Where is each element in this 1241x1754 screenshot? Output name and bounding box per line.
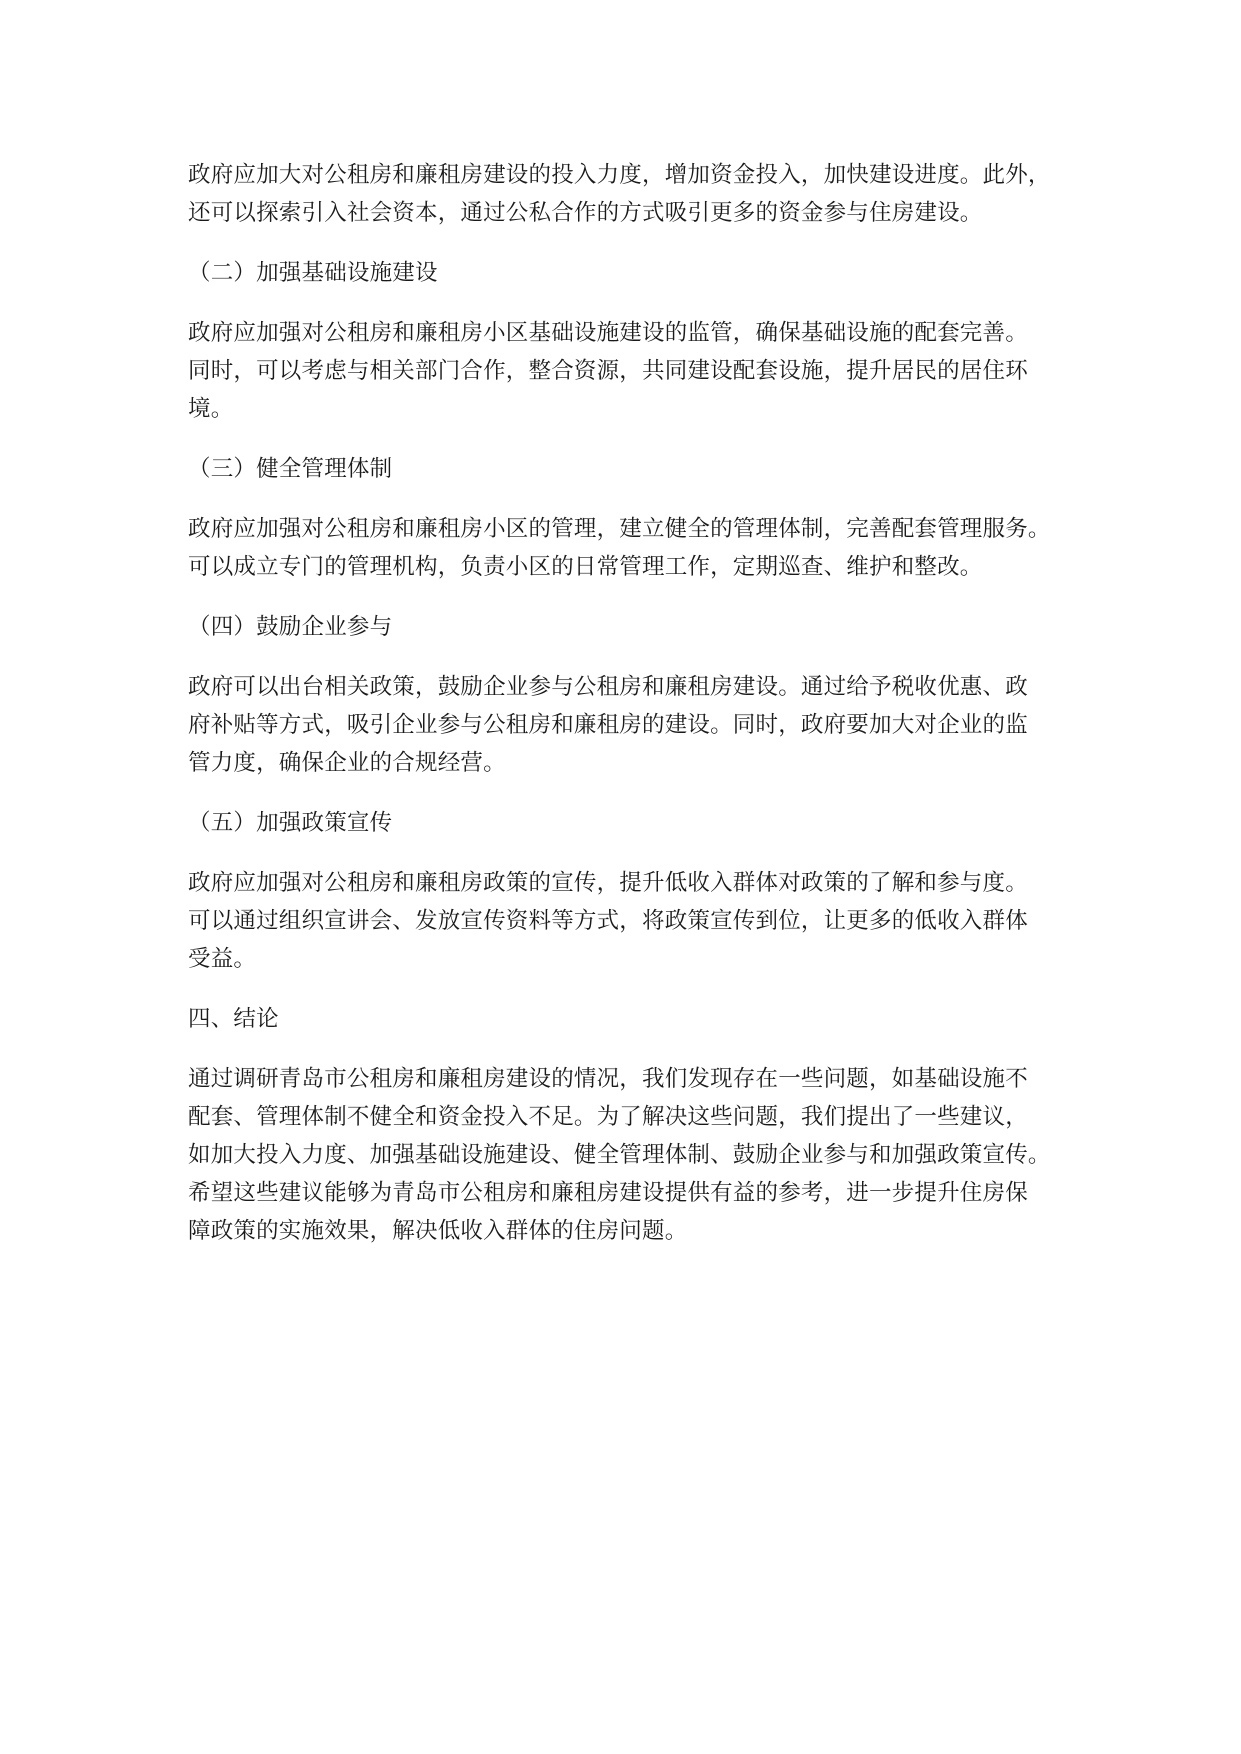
text-line: 可以成立专门的管理机构，负责小区的日常管理工作，定期巡查、维护和整改。: [188, 554, 983, 580]
text-line: 可以通过组织宣讲会、发放宣传资料等方式，将政策宣传到位，让更多的低收入群体: [188, 908, 1028, 934]
section-heading-conclusion: [188, 1000, 1078, 1038]
text-line: 如加大投入力度、加强基础设施建设、健全管理体制、鼓励企业参与和加强政策宣传。: [188, 1142, 1051, 1168]
paragraph-publicity: [188, 864, 1078, 978]
heading-text: （二）加强基础设施建设: [188, 260, 438, 286]
heading-text: （三）健全管理体制: [188, 456, 393, 482]
text-line: 政府应加强对公租房和廉租房小区基础设施建设的监管，确保基础设施的配套完善。: [188, 320, 1028, 346]
text-line: 政府应加大对公租房和廉租房建设的投入力度，增加资金投入，加快建设进度。此外，: [188, 162, 1051, 188]
paragraph-management: [188, 510, 1078, 586]
section-heading-infrastructure: [188, 254, 1078, 292]
text-line: 管力度，确保企业的合规经营。: [188, 750, 506, 776]
heading-text: 四、结论: [188, 1006, 279, 1032]
section-heading-enterprise: [188, 608, 1078, 646]
text-line: 政府可以出台相关政策，鼓励企业参与公租房和廉租房建设。通过给予税收优惠、政: [188, 674, 1028, 700]
text-line: 障政策的实施效果，解决低收入群体的住房问题。: [188, 1218, 688, 1244]
text-line: 府补贴等方式，吸引企业参与公租房和廉租房的建设。同时，政府要加大对企业的监: [188, 712, 1028, 738]
paragraph-infrastructure: [188, 314, 1078, 428]
text-line: 受益。: [188, 946, 257, 972]
section-heading-publicity: [188, 804, 1078, 842]
text-line: 通过调研青岛市公租房和廉租房建设的情况，我们发现存在一些问题，如基础设施不: [188, 1066, 1028, 1092]
document-body: [188, 156, 1078, 1272]
paragraph-conclusion: [188, 1060, 1078, 1250]
text-line: 配套、管理体制不健全和资金投入不足。为了解决这些问题，我们提出了一些建议，: [188, 1104, 1028, 1130]
section-heading-management: [188, 450, 1078, 488]
text-line: 境。: [188, 396, 234, 422]
text-line: 还可以探索引入社会资本，通过公私合作的方式吸引更多的资金参与住房建设。: [188, 200, 983, 226]
text-line: 政府应加强对公租房和廉租房政策的宣传，提升低收入群体对政策的了解和参与度。: [188, 870, 1028, 896]
text-line: 希望这些建议能够为青岛市公租房和廉租房建设提供有益的参考，进一步提升住房保: [188, 1180, 1028, 1206]
paragraph-investment: [188, 156, 1078, 232]
heading-text: （四）鼓励企业参与: [188, 614, 393, 640]
text-line: 同时，可以考虑与相关部门合作，整合资源，共同建设配套设施，提升居民的居住环: [188, 358, 1028, 384]
text-line: 政府应加强对公租房和廉租房小区的管理，建立健全的管理体制，完善配套管理服务。: [188, 516, 1051, 542]
paragraph-enterprise: [188, 668, 1078, 782]
heading-text: （五）加强政策宣传: [188, 810, 393, 836]
